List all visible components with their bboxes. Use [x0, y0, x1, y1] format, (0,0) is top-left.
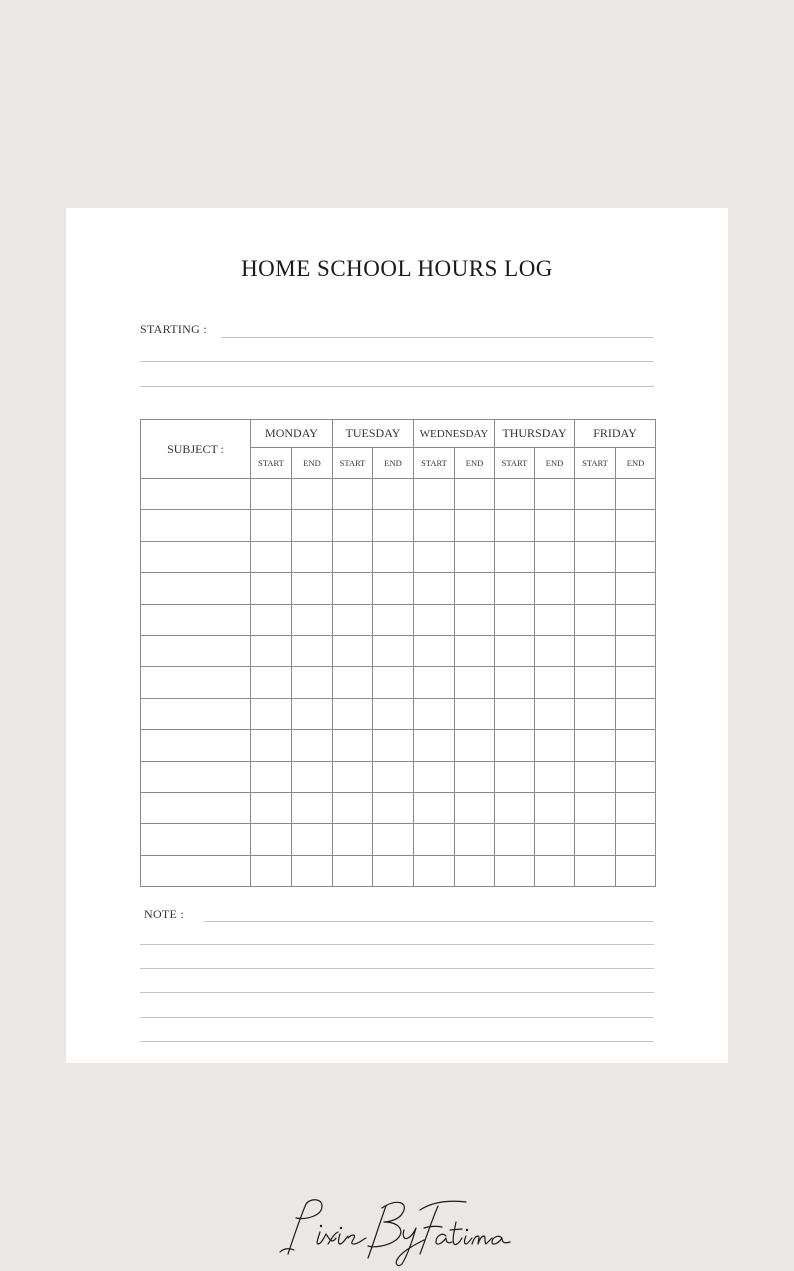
tuesday-start-cell[interactable] — [333, 667, 373, 698]
monday-start-cell[interactable] — [251, 667, 292, 698]
monday-start-cell[interactable] — [251, 855, 292, 886]
friday-end-cell[interactable] — [616, 479, 656, 510]
monday-end-cell[interactable] — [292, 573, 333, 604]
end-header: END — [455, 448, 495, 479]
friday-start-cell[interactable] — [575, 479, 616, 510]
wednesday-end-cell[interactable] — [455, 855, 495, 886]
tuesday-start-cell[interactable] — [333, 824, 373, 855]
friday-start-cell[interactable] — [575, 635, 616, 666]
hours-log-table — [140, 419, 656, 887]
tuesday-start-cell[interactable] — [333, 698, 373, 729]
subject-cell[interactable] — [141, 510, 251, 541]
wednesday-start-cell[interactable] — [414, 573, 455, 604]
wednesday-end-cell[interactable] — [455, 479, 495, 510]
wednesday-start-cell[interactable] — [414, 541, 455, 572]
wednesday-end-cell[interactable] — [455, 604, 495, 635]
monday-end-cell[interactable] — [292, 479, 333, 510]
tuesday-end-cell[interactable] — [373, 667, 414, 698]
wednesday-end-cell[interactable] — [455, 635, 495, 666]
tuesday-end-cell[interactable] — [373, 855, 414, 886]
day-header-thursday: THURSDAY — [495, 420, 575, 448]
friday-end-cell[interactable] — [616, 667, 656, 698]
friday-start-cell[interactable] — [575, 792, 616, 823]
friday-start-cell[interactable] — [575, 730, 616, 761]
tuesday-start-cell[interactable] — [333, 573, 373, 604]
end-header: END — [535, 448, 575, 479]
monday-start-cell[interactable] — [251, 635, 292, 666]
thursday-start-cell[interactable] — [495, 698, 535, 729]
monday-start-cell[interactable] — [251, 761, 292, 792]
wednesday-end-cell[interactable] — [455, 541, 495, 572]
worksheet-page — [66, 208, 728, 1063]
starting-write-line[interactable] — [140, 361, 654, 362]
friday-end-cell[interactable] — [616, 635, 656, 666]
monday-end-cell[interactable] — [292, 855, 333, 886]
end-header: END — [373, 448, 414, 479]
wednesday-start-cell[interactable] — [414, 635, 455, 666]
start-header: START — [251, 448, 292, 479]
tuesday-end-cell[interactable] — [373, 635, 414, 666]
tuesday-start-cell[interactable] — [333, 604, 373, 635]
day-header-friday: FRIDAY — [575, 420, 656, 448]
thursday-start-cell[interactable] — [495, 510, 535, 541]
thursday-end-cell[interactable] — [535, 510, 575, 541]
subject-cell[interactable] — [141, 730, 251, 761]
subject-cell[interactable] — [141, 667, 251, 698]
tuesday-end-cell[interactable] — [373, 698, 414, 729]
log-row — [141, 698, 656, 729]
friday-end-cell[interactable] — [616, 541, 656, 572]
tuesday-end-cell[interactable] — [373, 792, 414, 823]
tuesday-end-cell[interactable] — [373, 541, 414, 572]
start-header: START — [575, 448, 616, 479]
log-row — [141, 761, 656, 792]
wednesday-start-cell[interactable] — [414, 824, 455, 855]
friday-start-cell[interactable] — [575, 510, 616, 541]
note-write-line[interactable] — [140, 1017, 654, 1018]
monday-start-cell[interactable] — [251, 479, 292, 510]
wednesday-end-cell[interactable] — [455, 510, 495, 541]
day-header-wednesday: WEDNESDAY — [414, 420, 495, 448]
log-row — [141, 824, 656, 855]
starting-write-line[interactable] — [140, 386, 654, 387]
friday-end-cell[interactable] — [616, 792, 656, 823]
thursday-start-cell[interactable] — [495, 855, 535, 886]
day-header-tuesday: TUESDAY — [333, 420, 414, 448]
friday-end-cell[interactable] — [616, 855, 656, 886]
monday-start-cell[interactable] — [251, 698, 292, 729]
friday-end-cell[interactable] — [616, 604, 656, 635]
wednesday-start-cell[interactable] — [414, 667, 455, 698]
friday-start-cell[interactable] — [575, 824, 616, 855]
end-header: END — [616, 448, 656, 479]
friday-start-cell[interactable] — [575, 698, 616, 729]
log-body — [141, 479, 656, 887]
friday-end-cell[interactable] — [616, 761, 656, 792]
thursday-start-cell[interactable] — [495, 604, 535, 635]
monday-start-cell[interactable] — [251, 792, 292, 823]
friday-start-cell[interactable] — [575, 604, 616, 635]
log-row — [141, 510, 656, 541]
log-row — [141, 855, 656, 886]
subject-cell[interactable] — [141, 604, 251, 635]
friday-start-cell[interactable] — [575, 573, 616, 604]
monday-end-cell[interactable] — [292, 635, 333, 666]
wednesday-end-cell[interactable] — [455, 792, 495, 823]
wednesday-start-cell[interactable] — [414, 510, 455, 541]
monday-end-cell[interactable] — [292, 761, 333, 792]
end-header: END — [292, 448, 333, 479]
tuesday-start-cell[interactable] — [333, 855, 373, 886]
subject-cell[interactable] — [141, 698, 251, 729]
monday-start-cell[interactable] — [251, 573, 292, 604]
note-label: NOTE : — [144, 907, 185, 921]
monday-start-cell[interactable] — [251, 824, 292, 855]
tuesday-end-cell[interactable] — [373, 510, 414, 541]
thursday-start-cell[interactable] — [495, 761, 535, 792]
starting-write-line[interactable] — [221, 337, 654, 338]
monday-end-cell[interactable] — [292, 604, 333, 635]
wednesday-start-cell[interactable] — [414, 730, 455, 761]
subject-cell[interactable] — [141, 573, 251, 604]
monday-end-cell[interactable] — [292, 824, 333, 855]
monday-end-cell[interactable] — [292, 541, 333, 572]
tuesday-end-cell[interactable] — [373, 824, 414, 855]
subject-cell[interactable] — [141, 855, 251, 886]
note-write-line[interactable] — [140, 944, 654, 945]
wednesday-start-cell[interactable] — [414, 792, 455, 823]
thursday-end-cell[interactable] — [535, 792, 575, 823]
thursday-end-cell[interactable] — [535, 761, 575, 792]
wednesday-end-cell[interactable] — [455, 824, 495, 855]
thursday-start-cell[interactable] — [495, 573, 535, 604]
friday-end-cell[interactable] — [616, 573, 656, 604]
thursday-start-cell[interactable] — [495, 730, 535, 761]
log-row — [141, 604, 656, 635]
note-write-line[interactable] — [140, 992, 654, 993]
monday-start-cell[interactable] — [251, 541, 292, 572]
monday-start-cell[interactable] — [251, 604, 292, 635]
thursday-start-cell[interactable] — [495, 479, 535, 510]
monday-start-cell[interactable] — [251, 510, 292, 541]
tuesday-end-cell[interactable] — [373, 604, 414, 635]
thursday-start-cell[interactable] — [495, 792, 535, 823]
day-header-monday: MONDAY — [251, 420, 333, 448]
tuesday-start-cell[interactable] — [333, 792, 373, 823]
subject-cell[interactable] — [141, 479, 251, 510]
friday-start-cell[interactable] — [575, 855, 616, 886]
brand-signature-logo — [270, 1192, 520, 1267]
friday-start-cell[interactable] — [575, 667, 616, 698]
tuesday-start-cell[interactable] — [333, 541, 373, 572]
thursday-end-cell[interactable] — [535, 667, 575, 698]
tuesday-start-cell[interactable] — [333, 479, 373, 510]
monday-end-cell[interactable] — [292, 667, 333, 698]
thursday-end-cell[interactable] — [535, 698, 575, 729]
wednesday-start-cell[interactable] — [414, 761, 455, 792]
thursday-end-cell[interactable] — [535, 730, 575, 761]
subject-cell[interactable] — [141, 792, 251, 823]
wednesday-end-cell[interactable] — [455, 698, 495, 729]
starting-label: STARTING : — [140, 322, 207, 336]
friday-end-cell[interactable] — [616, 824, 656, 855]
thursday-end-cell[interactable] — [535, 604, 575, 635]
monday-end-cell[interactable] — [292, 792, 333, 823]
start-header: START — [414, 448, 455, 479]
note-write-line[interactable] — [140, 968, 654, 969]
log-row — [141, 667, 656, 698]
thursday-end-cell[interactable] — [535, 541, 575, 572]
wednesday-start-cell[interactable] — [414, 604, 455, 635]
friday-start-cell[interactable] — [575, 541, 616, 572]
subject-cell[interactable] — [141, 761, 251, 792]
friday-end-cell[interactable] — [616, 730, 656, 761]
wednesday-end-cell[interactable] — [455, 730, 495, 761]
note-write-line[interactable] — [204, 921, 654, 922]
log-row — [141, 792, 656, 823]
tuesday-end-cell[interactable] — [373, 730, 414, 761]
wednesday-end-cell[interactable] — [455, 667, 495, 698]
wednesday-start-cell[interactable] — [414, 479, 455, 510]
thursday-start-cell[interactable] — [495, 824, 535, 855]
friday-start-cell[interactable] — [575, 761, 616, 792]
friday-end-cell[interactable] — [616, 698, 656, 729]
tuesday-end-cell[interactable] — [373, 761, 414, 792]
page-title: HOME SCHOOL HOURS LOG — [241, 256, 553, 281]
subject-cell[interactable] — [141, 635, 251, 666]
thursday-start-cell[interactable] — [495, 667, 535, 698]
tuesday-end-cell[interactable] — [373, 479, 414, 510]
friday-end-cell[interactable] — [616, 510, 656, 541]
thursday-start-cell[interactable] — [495, 541, 535, 572]
tuesday-end-cell[interactable] — [373, 573, 414, 604]
thursday-end-cell[interactable] — [535, 855, 575, 886]
day-header-row — [141, 420, 656, 448]
thursday-start-cell[interactable] — [495, 635, 535, 666]
wednesday-start-cell[interactable] — [414, 855, 455, 886]
start-header: START — [333, 448, 373, 479]
thursday-end-cell[interactable] — [535, 824, 575, 855]
log-row — [141, 541, 656, 572]
wednesday-end-cell[interactable] — [455, 761, 495, 792]
wednesday-end-cell[interactable] — [455, 573, 495, 604]
log-row — [141, 635, 656, 666]
start-header: START — [495, 448, 535, 479]
log-row — [141, 573, 656, 604]
log-row — [141, 479, 656, 510]
log-row — [141, 730, 656, 761]
thursday-end-cell[interactable] — [535, 573, 575, 604]
tuesday-start-cell[interactable] — [333, 510, 373, 541]
tuesday-start-cell[interactable] — [333, 730, 373, 761]
monday-end-cell[interactable] — [292, 510, 333, 541]
subject-cell[interactable] — [141, 824, 251, 855]
wednesday-start-cell[interactable] — [414, 698, 455, 729]
monday-end-cell[interactable] — [292, 698, 333, 729]
subject-cell[interactable] — [141, 541, 251, 572]
thursday-end-cell[interactable] — [535, 479, 575, 510]
tuesday-start-cell[interactable] — [333, 761, 373, 792]
monday-end-cell[interactable] — [292, 730, 333, 761]
tuesday-start-cell[interactable] — [333, 635, 373, 666]
note-write-line[interactable] — [140, 1041, 654, 1042]
subject-header: SUBJECT : — [141, 420, 251, 479]
monday-start-cell[interactable] — [251, 730, 292, 761]
thursday-end-cell[interactable] — [535, 635, 575, 666]
